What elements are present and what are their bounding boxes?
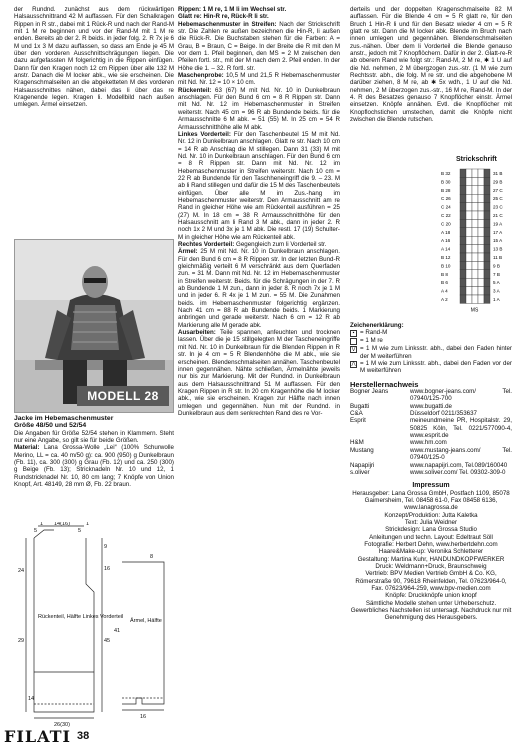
chart-row-label: 1 A <box>493 297 500 302</box>
chart-cell <box>466 186 472 194</box>
legend-text: = Rand-M <box>360 329 388 337</box>
impressum-line: Fotografie: Herbert Dehn, www.herbertdehn.com <box>364 540 498 548</box>
rippen-text: Rippen: 1 M re, 1 M li im Wechsel str. <box>178 6 287 13</box>
makers-title: Herstellernachweis <box>350 379 419 389</box>
chart-cell <box>484 194 490 202</box>
chart-row-label: 9 B <box>493 263 500 269</box>
text-paragraph <box>178 329 340 417</box>
chart-cell <box>478 194 484 202</box>
chart-row-label: 7 B <box>493 271 500 277</box>
measure-label: 26(30) <box>54 722 70 728</box>
chart-cell <box>472 236 478 244</box>
column-1 <box>14 6 174 109</box>
chart-row-label: 21 C <box>493 213 503 218</box>
impressum-line: Gestaltung: Martina Kuhr, HANDUNDKOPFWERKER <box>357 555 505 563</box>
chart-row-label: 27 C <box>493 187 503 193</box>
impressum-line: Text: Julia Weidner <box>404 518 458 526</box>
page-number: 38 <box>77 730 90 742</box>
model-label: MODELL 28 <box>77 386 169 406</box>
chart-cell <box>478 253 484 261</box>
page-footer <box>4 727 89 745</box>
impressum-title: Impressum <box>412 482 450 490</box>
chart-row-label: B 12 <box>441 255 451 260</box>
impressum-line: Strickdesign: Lana Grossa Studio <box>385 526 477 534</box>
chart-cell <box>466 219 472 227</box>
chart-title: Strickschrift <box>456 156 497 163</box>
text-paragraph: der Rundnd. zunächst aus dem rückwärtigen Halsausschnittrand 42 M auffassen. Für den Schalkragen Rippen in R str., dabei mit 1 Rück-R und nach der Rand-M mit 1 M re beginnen und vor der Rand-M mit 1 M re enden. Bereits ab der 2. R beids. in jeder folg. 2. R 7x je 6 M und 1x 3 M dazu auffassen, so dass am Ende je 45 M über den vorderen Ausschnittschrägungen liegen. Die dazu aufgefassten M folgerichtig in die Rippen einfügen. Dann für den Kragen noch 12 cm Rippen über alle 132 M anstr. Danach die M locker abk., wie sie erscheinen. Die Kragenschmalseiten an die abgeketteten M des vorderen Halsausschnittes nähen, dabei das li über das re Kragenende legen. Kragen li. Modellbild nach außen umlegen. Ärmel einsetzen. <box>14 6 174 109</box>
chart-cell <box>460 261 466 269</box>
chart-row-label: 13 B <box>493 246 503 252</box>
maker-name: H&M <box>350 439 364 447</box>
material-paragraph <box>14 444 174 488</box>
maker-row <box>350 439 512 446</box>
material-text: Lana Grossa-Wolle „Lei“ (100% Schurwolle Merino, LL = ca. 40 m/50 g): ca. 900 (950) g Dunkelbraun (Fb. 11), ca. 300 (300) g Grau (Fb. 12) und ca. 250 (300) g Beige (Fb. 13); Stricknadeln Nr. 10 und 12, 1 Rundstricknadel Nr. 10, 80 cm lang; 7 Knöpfe von Union Knopf, Art. 48149, 28 mm Ø, Fb. 22 braun. <box>14 444 174 489</box>
legend-item <box>350 360 512 375</box>
section-label: Rechtes Vorderteil: <box>178 241 235 248</box>
material-label: Material: <box>14 444 40 452</box>
chart-row-label: B 32 <box>441 171 451 176</box>
chart-cell <box>478 219 484 227</box>
chart-cell <box>472 177 478 185</box>
maker-name: s.oliver <box>350 468 370 476</box>
section-label: Ärmel: <box>178 248 198 256</box>
chart-cell <box>466 177 472 185</box>
chart-cell <box>460 236 466 244</box>
chart-row-label: B 6 <box>441 280 448 286</box>
maker-name: C&A <box>350 410 363 418</box>
chart-cell <box>472 203 478 211</box>
chart-cell <box>472 245 478 253</box>
chart-cell <box>472 228 478 236</box>
maker-row <box>350 469 512 476</box>
maker-info: www.bogner-jeans.com/ Tel. 07940/125-700 <box>410 388 512 403</box>
chart-cell <box>460 186 466 194</box>
chart-cell <box>466 203 472 211</box>
chart-cell <box>460 278 466 286</box>
chart-cell <box>466 295 472 303</box>
maker-info: meineundmeine PR, Hospitalstr. 29, 50825 Köln, Tel. 0221/577090-4, www.esprit.de <box>410 417 512 440</box>
chart-cell <box>484 278 490 286</box>
chart-row-label: B 8 <box>441 271 448 277</box>
section-text: Gegengleich zum li Vorderteil str. <box>236 241 327 248</box>
chart-row-label: 23 C <box>493 204 503 210</box>
chart-row-label: 19 A <box>493 221 503 227</box>
chart-row-label: 11 B <box>493 255 503 260</box>
knitting-chart <box>440 165 514 315</box>
chart-row-label: 17 A <box>493 229 503 235</box>
text-paragraph <box>178 248 340 329</box>
measure-label: 9 <box>104 544 108 550</box>
legend-item <box>350 329 512 337</box>
magazine-logo: FILATI <box>4 726 72 746</box>
chart-cell <box>466 253 472 261</box>
garment-schematic <box>14 522 174 732</box>
chart-cell <box>466 278 472 286</box>
chart-row-label: A 14 <box>441 246 451 252</box>
chart-row-label: C 26 <box>441 196 451 202</box>
glatt-text: Glatt re: Hin-R re, Rück-R li str. <box>178 13 269 21</box>
chart-row-label: A 18 <box>441 229 451 235</box>
impressum-line: Druck: Weldmann+Druck, Braunschweig <box>375 562 487 570</box>
text-paragraph <box>178 21 340 72</box>
chart-cell <box>478 177 484 185</box>
chart-cell <box>466 236 472 244</box>
chart-row-label: 31 B <box>493 171 503 176</box>
measure-label: 1 <box>86 522 90 527</box>
chart-cell <box>472 253 478 261</box>
section-text: 25 M mit Nd. Nr. 10 in Dunkelbraun anschlagen. Für den Bund 6 cm = 8 R Rippen str. In der letzten Bund-R gleichmäßig verteilt 6 M verschränkt aus dem Querfaden zun. = 31 M. Dann mit Nd. Nr. 12 im Hebemaschenmuster in Streifen weiterstr. Beids. für die Schrägungen in der 7. R ab Bundende 1 M zun., dann in jeder 8. R noch 7x je 1 M und in jeder 6. R 4x je 1 M zun. = 55 M. Die Zunahmen beids. im Hebemaschenmuster folgerichtig ergänzen. Nach 41 cm = 88 R ab Bundende beids. 1 Markierung anbringen und gerade weiterstr. Nach 6 cm = 12 R ab Markierung alle M gerade abk. <box>178 248 340 329</box>
chart-cell <box>478 245 484 253</box>
chart-cell <box>472 169 478 177</box>
measure-label: 16 <box>104 566 111 572</box>
section-text: 10,5 M und 21,5 R Hebemaschenmuster mit Nd. Nr. 12 = 10 × 10 cm. <box>178 72 340 87</box>
chart-cell <box>460 253 466 261</box>
sleeve-piece-label: Ärmel, Hälfte <box>130 618 162 624</box>
chart-cell <box>478 203 484 211</box>
chart-cell <box>466 270 472 278</box>
text-paragraph <box>178 13 340 20</box>
impressum-line: Konzept/Produktion: Jutta Kaletka <box>384 511 478 519</box>
section-label: Linkes Vorderteil: <box>178 130 231 138</box>
chart-row-label: 3 A <box>493 288 500 294</box>
chart-row-label: A 4 <box>441 288 448 294</box>
impressum-line: Sämtliche Modelle stehen unter Urheberschutz. Gewerbliches Nachstellen ist untersagt. Nachdruck nur mit Genehmigung des Herausgebers. <box>350 599 512 622</box>
chart-cell <box>460 245 466 253</box>
chart-cell <box>472 295 478 303</box>
chart-cell <box>466 245 472 253</box>
chart-cell <box>466 228 472 236</box>
chart-row-label: 25 C <box>493 196 503 202</box>
maker-info: www.mustang-jeans.com/ Tel. 07940/125-0 <box>410 446 512 462</box>
text-paragraph <box>178 6 340 13</box>
chart-cell <box>478 186 484 194</box>
chart-cell <box>484 270 490 278</box>
chart-cell <box>484 236 490 244</box>
chart-cell <box>460 177 466 185</box>
legend-symbol: ⋁ <box>351 346 356 353</box>
text-paragraph <box>178 72 340 87</box>
chart-cell <box>478 211 484 219</box>
measure-label: 5 <box>78 528 82 534</box>
maker-name: Esprit <box>350 417 366 425</box>
chart-cell <box>478 295 484 303</box>
legend-item <box>350 345 512 360</box>
chart-cell <box>484 219 490 227</box>
chart-cell <box>478 287 484 295</box>
impressum-line: Herausgeber: Lana Grossa GmbH, Postfach 1109, 85078 Gaimersheim, Tel. 08458 61-0, Fax 08458 6136, www.lanagrossa.de <box>352 489 510 512</box>
maker-row <box>350 388 512 403</box>
chart-cell <box>484 169 490 177</box>
maker-info: www.bugatti.de <box>410 402 452 410</box>
maker-info: www.napapijri.com, Tel.089/160040 <box>410 461 508 469</box>
impressum-line: Knöpfe: Druckknöpfe union knopf <box>385 592 477 600</box>
chart-row-label: C 24 <box>441 204 451 210</box>
pattern-title: Jacke im Hebemaschenmuster <box>14 415 114 422</box>
chart-cell <box>466 169 472 177</box>
column-1-lower <box>14 415 174 488</box>
chart-cell <box>466 287 472 295</box>
chart-cell <box>472 261 478 269</box>
section-label: Maschenprobe: <box>178 72 224 80</box>
legend <box>350 329 512 374</box>
chart-cell <box>472 287 478 295</box>
chart-cell <box>472 270 478 278</box>
chart-row-label: A 16 <box>441 238 451 244</box>
legend-item <box>350 337 512 345</box>
back-piece-label: Rückenteil, Hälfte Linkes Vorderteil <box>38 614 124 620</box>
chart-ms-label: MS <box>470 307 479 314</box>
text-paragraph: derteils und der doppelten Kragenschmalseite 82 M auffassen. Für die Blende 4 cm = 5 R glatt re, für den Bruch 1 Hin-R li und für den Besatz wieder 4 cm = 5 R glatt re str. Dann die M locker abk. Blende im Bruch nach innen umlegen und gegennähen. Blendenschmalseiten zus.-nähen. Über dem li Vorderteil die Blende genauso anstr., jedoch mit 7 Knopflöchern. Dafür in der 2. Glatt-re-R ab oberem Rand wie folgt str.: Rand-M, 2 M re, ✱ 1 U auf die Nd. nehmen, 2 M übergzogen zus.-str. (1 M wie zum Rechtsstr. abh., die folg. M re str. und die abgehobene M darüber ziehen, 8 M re, ab ✱ 5x wdh., 1 U auf die Nd. nehmen, 2 M überzogen zus.-str., 16 M re, Rand-M. In der 4. R des Besatzes genauso 7 Knopflöcher einstr. Ärmel einsetzen. Knöpfe annähen. Evtl. die Knopflöcher mit Knopflochstichen umstechen, damit die Knöpfe nicht zwischen die Blende rutschen. <box>350 6 512 124</box>
section-text: Für den Taschenbeutel 15 M mit Nd. Nr. 12 in Dunkelbraun anschlagen. Glatt re str. Nach 10 cm = 14 R ab Anschlag die M stillegen. Dann 31 (33) M mit Nd. Nr. 10 in Dunkelbraun anschlagen. Für den Bund 6 cm = 8 R Rippen str. Dann mit Nd. Nr. 12 im Hebemaschenmuster in Streifen weiterstr. Nach 10 cm = 22 R ab Bundende für den Taschheneingriff die 9. – 23. M ab li Rand stillegen und dafür die 15 M des Taschenbeutels einfügen. Über alle M im Zus.-hang im Hebemaschenmuster weiterstr. Den Armausschnitt am re Rand in gleicher Höhe wie am Rückenteil ausführen = 25 (27) M. In 18 cm = 38 R Armausschnitthöhe für den Halsausschnitt am li Rand 3 M abk., dann in jeder 2. R noch 1x 2 M und 3x je 1 M abk. Die restl. 17 (19) Schulter-M in gleicher Höhe wie am Rückenteil abk. <box>178 130 340 241</box>
chart-cell <box>484 245 490 253</box>
maker-row <box>350 417 512 439</box>
chart-row-label: 29 B <box>493 179 503 185</box>
chart-cell <box>478 236 484 244</box>
section-text: Teile spannen, anfeuchten und trocknen lassen. Über die je 15 stillgelegten M der Tascheneingriffe mit Nd. Nr. 10 in Dunkelbraun für die Blenden Rippen in R str. In je 4 cm = 5 R Blendenhöhe die M abk., wie sie erscheinen. Blendenschmalseiten annähen. Taschenbeutel innen gegennähen. Nähte schließen, Ärmelnähte jeweils nur bis zur Markierung. Mit der Rundnd. in Dunkelbraun aus dem Halsausschnittrand 51 M auffassen. Für den Kragen Rippen in R str. In 20 cm Kragenhöhe die M locker abk., wie sie erscheinen. Kragen zur Hälfte nach innen umlegen und gegennähen. Nun mit der Rundnd. in Dunkelbraun aus dem senkrechten Rand des re Vor- <box>178 329 340 417</box>
maker-name: Bogner Jeans <box>350 388 389 396</box>
column-3-lower <box>350 322 512 622</box>
chart-cell <box>460 228 466 236</box>
text-paragraph <box>178 241 340 248</box>
chart-cell <box>484 177 490 185</box>
chart-cell <box>484 261 490 269</box>
text-paragraph <box>178 131 340 241</box>
chart-cell <box>484 295 490 303</box>
chart-cell <box>460 219 466 227</box>
chart-cell <box>460 194 466 202</box>
chart-cell <box>484 228 490 236</box>
chart-cell <box>472 211 478 219</box>
legend-symbol: ▪ <box>350 330 357 337</box>
chart-cell <box>484 203 490 211</box>
chart-cell <box>466 261 472 269</box>
impressum-text <box>350 490 512 622</box>
measure-label: 41 <box>114 628 121 634</box>
chart-row-label: B 30 <box>441 179 451 185</box>
chart-cell <box>478 228 484 236</box>
text-paragraph <box>178 87 340 131</box>
maker-row <box>350 462 512 469</box>
legend-title: Zeichenerklärung: <box>350 322 404 329</box>
measure-label: 14 <box>28 696 35 702</box>
maker-info: www.soliver.com/ Tel. 09302-309-0 <box>410 468 506 476</box>
chart-cell <box>478 278 484 286</box>
chart-cell <box>460 295 466 303</box>
chart-cell <box>484 287 490 295</box>
chart-cell <box>478 270 484 278</box>
chart-row-label: A 2 <box>441 297 448 302</box>
maker-row <box>350 410 512 417</box>
chart-row-label: C 20 <box>441 221 451 227</box>
chart-cell <box>460 203 466 211</box>
maker-info: Düsseldorf 0211/353637 <box>410 410 477 418</box>
chart-cell <box>472 194 478 202</box>
measure-label: 24 <box>18 568 25 574</box>
legend-text: = 1 M re <box>360 337 383 345</box>
measure-label: 1 <box>40 522 44 527</box>
section-text: 63 (67) M mit Nd. Nr. 10 in Dunkelbraun anschlagen. Für den Bund 6 cm = 8 R Rippen str. Dann mit Nd. Nr. 12 im Hebemaschenmuster in Streifen weiterstr. Nach 45 cm = 96 R ab Bundende beids. für die Armausschnitte 6 M abk. = 51 (55) M. In 25 cm = 54 R Armausschnitthöhe alle M abk. <box>178 86 340 131</box>
measure-label: 14(16) <box>54 522 70 527</box>
maker-name: Bugatti <box>350 402 370 410</box>
chart-row-label: C 22 <box>441 213 451 218</box>
maker-row <box>350 403 512 410</box>
measure-label: 45 <box>104 638 111 644</box>
chart-cell <box>472 278 478 286</box>
chart-cell <box>472 219 478 227</box>
chart-cell <box>484 253 490 261</box>
legend-text: = 1 M wie zum Linksstr. abh., dabei den Faden vor der M weiterführen <box>360 360 512 375</box>
pattern-sizes: Größe 48/50 und 52/54 <box>14 422 87 430</box>
chart-cell <box>466 194 472 202</box>
maker-name: Napapijri <box>350 461 375 469</box>
chart-row-label: B 10 <box>441 263 451 269</box>
chart-row-label: 5 A <box>493 280 500 286</box>
chart-cell <box>466 211 472 219</box>
section-label: Ausarbeiten: <box>178 329 216 337</box>
maker-name: Mustang <box>350 446 374 454</box>
measure-label: 16 <box>140 714 147 720</box>
chart-cell <box>484 186 490 194</box>
column-3 <box>350 6 512 124</box>
legend-text: = 1 M wie zum Linksstr. abh., dabei den Faden hinter der M weiterführen <box>360 345 512 360</box>
impressum-line: Haare&Make-up: Veronika Schletterer <box>378 548 484 556</box>
chart-row-label: B 28 <box>441 187 451 193</box>
chart-cell <box>478 169 484 177</box>
chart-cell <box>472 186 478 194</box>
chart-cell <box>460 270 466 278</box>
chart-cell <box>478 261 484 269</box>
chart-cell <box>460 287 466 295</box>
column-2 <box>178 6 340 417</box>
impressum-line: Vertrieb: BPV Medien Vertrieb GmbH & Co. KG, Römerstraße 90, 79618 Rheinfelden, Tel. 07623/964-0, Fax. 07623/964-259, www.bpv-medien.com <box>355 570 507 592</box>
legend-symbol <box>350 338 357 345</box>
chart-cell <box>460 169 466 177</box>
measure-label: 5 <box>34 528 38 534</box>
section-label: Rückenteil: <box>178 86 212 94</box>
section-label: Hebemaschenmuster in Streifen: <box>178 20 277 28</box>
measure-label: 29 <box>18 638 25 644</box>
chart-row-label: 15 A <box>493 238 503 244</box>
text-paragraph: Die Angaben für Größe 52/54 stehen in Klammern. Steht nur eine Angabe, so gilt sie für beide Größen. <box>14 429 174 445</box>
maker-info: www.hm.com <box>410 439 447 447</box>
measure-label: 8 <box>150 554 154 560</box>
model-photo <box>14 239 174 413</box>
chart-cell <box>460 211 466 219</box>
section-text: Nach der Strickschrift str. Die Zahlen re außen bezeichnen die Hin-R, li außen die Rück-R. Die Buchstaben stehen für die Farben: A = Grau, B = Braun, C = Beige. In der Breite die R mit den M vor dem 1. Pfeil beginnen, den MS = 2 M zwischen den Pfeilen fortl. str., mit der M nach dem 2. Pfeil enden. In der Höhe die 1. – 32. R fortl. str. <box>178 20 340 72</box>
chart-cell <box>484 211 490 219</box>
maker-row <box>350 447 512 462</box>
makers-list <box>350 388 512 476</box>
impressum-line: Anleitungen und techn. Layout: Edeltraut Söll <box>369 533 493 541</box>
legend-symbol: ⋀ <box>351 361 356 368</box>
